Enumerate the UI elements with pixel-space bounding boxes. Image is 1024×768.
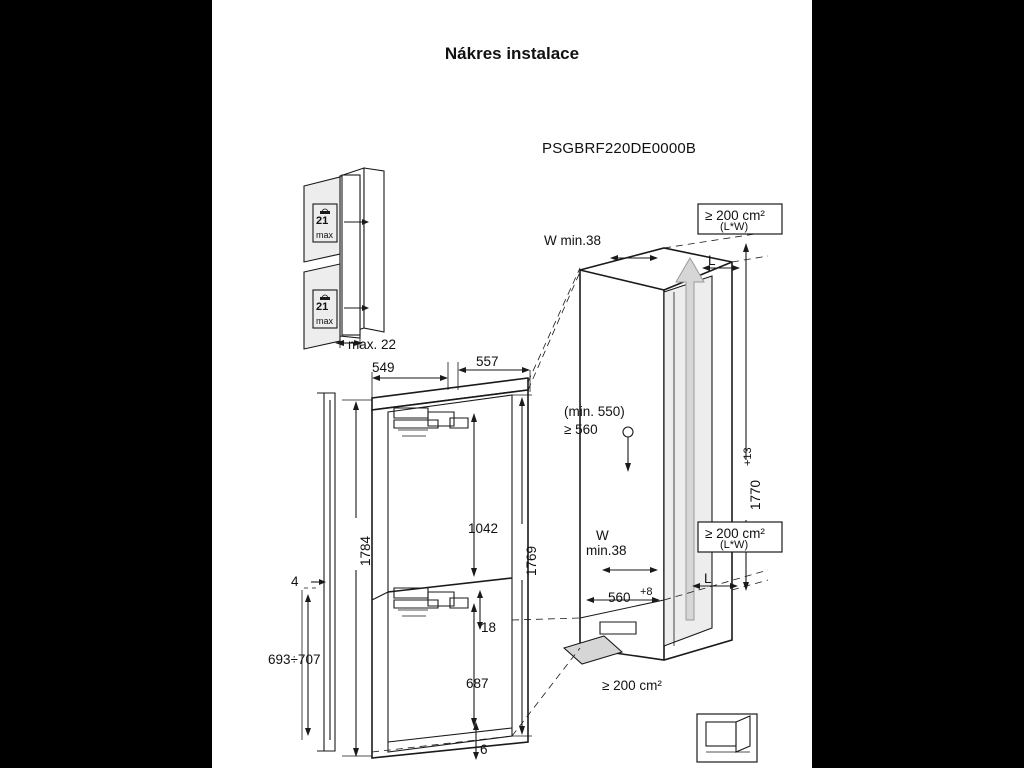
label-18: 18 — [481, 620, 497, 635]
label-w-bottom-2: min.38 — [586, 543, 627, 558]
dim-w-min-38-bottom — [602, 567, 658, 573]
label-min-550: (min. 550) — [564, 404, 625, 419]
label-693-707: 693÷707 — [268, 652, 321, 667]
label-549: 549 — [372, 360, 395, 375]
label-1770-tolerance: +13 — [742, 447, 754, 466]
label-4: 4 — [291, 574, 299, 589]
label-vent-bottom: ≥ 200 cm² — [602, 678, 662, 693]
label-L-top: L — [708, 253, 716, 268]
weight-badge-bottom-sub: max — [316, 316, 334, 326]
label-557: 557 — [476, 354, 499, 369]
label-687: 687 — [466, 676, 489, 691]
weight-badge-top-sub: max — [316, 230, 334, 240]
label-1770: 1770 — [748, 479, 763, 510]
appliance-icon-bottom-right — [697, 714, 757, 762]
label-560-tolerance: +8 — [640, 586, 653, 598]
appliance-front-view — [372, 378, 528, 758]
niche-cabinet-view — [512, 232, 768, 736]
drawing-sheet — [212, 0, 812, 768]
label-6: 6 — [480, 742, 488, 757]
label-560: 560 — [608, 590, 631, 605]
label-1784: 1784 — [358, 535, 373, 566]
label-1769: 1769 — [524, 545, 539, 576]
handle-profile-group — [302, 393, 335, 751]
label-w-min-38-top: W min.38 — [544, 233, 602, 248]
label-vent-top-2: (L*W) — [720, 221, 749, 233]
weight-badge-top-value: 21 — [316, 215, 329, 227]
label-ge-560: ≥ 560 — [564, 422, 598, 437]
weight-badge-bottom-value: 21 — [316, 301, 329, 313]
leader-ge-560 — [623, 427, 633, 472]
label-w-bottom-1: W — [596, 528, 609, 543]
label-max-22: max. 22 — [348, 337, 397, 352]
label-1042: 1042 — [468, 521, 499, 536]
label-vent-top-1: ≥ 200 cm² — [705, 208, 765, 223]
page-title: Nákres instalace — [444, 44, 580, 63]
label-vent-mid-2: (L*W) — [720, 539, 749, 551]
dim-1784 — [342, 400, 372, 757]
label-L-bottom: L — [704, 571, 712, 586]
dim-L-bottom — [692, 583, 738, 589]
model-code: PSGBRF220DE0000B — [542, 140, 697, 157]
label-vent-mid-1: ≥ 200 cm² — [705, 526, 765, 541]
